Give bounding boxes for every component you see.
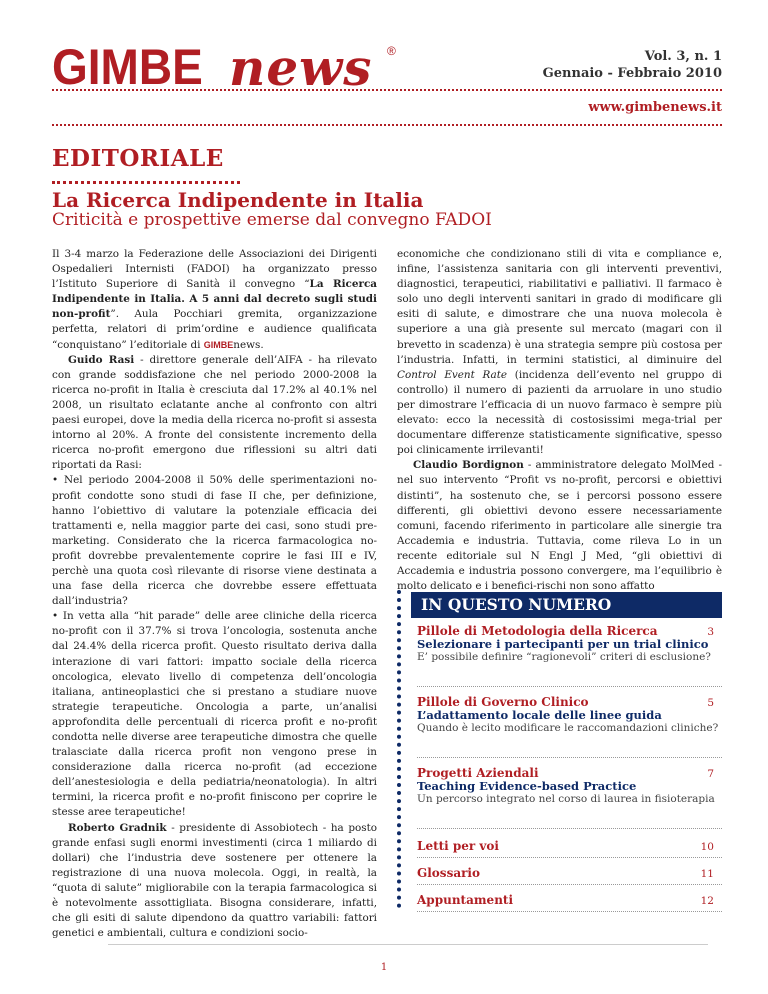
logo-main-text: GIMBE xyxy=(52,39,203,95)
masthead xyxy=(52,30,722,97)
paragraph-bullet-2: • In vetta alla “hit parade” delle aree cliniche della ricerca no-profit con il 37.7% si trova l’oncologia, sostenuta anche dal 24.4% della ricerca profit. Questo risultato deriva dalla interazione di vari fattori: impatto sociale della ricerca oncologica, elevato livello di competenza dell’oncologia italiana, antineoplastici che si prestano a studiare nuove strategie terapeutiche. Oncologia a parte, un’analisi approfondita delle percentuali di ricerca profit e no-profit condotta nelle diverse aree terapeutiche dimostra che quelle tralasciate dalla ricerca profit non vengono prese in considerazione dalla ricerca no-profit (ad eccezione dell’anestesiologia e della pediatria/neonatologia). In altri termini, la ricerca profit e no-profit finiscono per coprire le stesse aree terapeutiche! xyxy=(52,610,377,819)
contents-header: IN QUESTO NUMERO xyxy=(411,592,722,618)
text-run: - presidente di Assobiotech - ha posto grande enfasi sugli enormi investimenti (circa 1 miliardo di dollari) che l’industria deve sostenere per ottenere la registrazione di una nuova molecola. Oggi, in realtà, la “quota di salute” migliorabile con la terapia farmacologica si è notevolmente assottigliata. Bisogna considerare, infatti, che gli esiti di salute dipendono da quattro variabili: fattori genetici e ambientali, cultura e condizioni socio- xyxy=(52,821,378,940)
issue-info xyxy=(543,48,722,82)
text-run: news. xyxy=(233,338,264,351)
paragraph-gradnik xyxy=(52,821,377,942)
contents-item-section: Pillole di Governo Clinico xyxy=(417,695,589,709)
contents-item-section: Appuntamenti xyxy=(417,893,514,907)
contents-item[interactable] xyxy=(417,766,722,829)
italic-term: Control Event Rate xyxy=(397,368,508,381)
issue-volume: Vol. 3, n. 1 xyxy=(644,49,722,64)
section-title: EDITORIALE xyxy=(52,145,224,172)
text-run: Il 3-4 marzo la Federazione delle Associazioni dei Dirigenti Ospedalieri Internisti (FADOI) ha organizzato presso l’Istituto Superiore di Sanità il convegno “ xyxy=(52,248,377,291)
header-rule-top xyxy=(52,89,722,91)
contents-dotted-border xyxy=(397,590,401,908)
speaker-name: Claudio Bordignon xyxy=(413,459,524,472)
contents-box xyxy=(397,590,722,908)
contents-item-section: Letti per voi xyxy=(417,839,499,853)
issue-date: Gennaio - Febbraio 2010 xyxy=(542,66,722,81)
text-run: - direttore generale dell’AIFA - ha rilevato con grande soddisfazione che nel periodo 2000-2008 la ricerca no-profit in Italia è cresciuta dal 17.2% al 40.1% nel 2008, un risultato eclatante anche al confronto con altri paesi europei, dove la media della ricerca no-profit si assesta intorno al 20%. A fronte del consistente incremento della ricerca no-profit emergono due riflessioni su altri dati riportati da Rasi: xyxy=(52,353,377,472)
speaker-name: Roberto Gradnik xyxy=(68,821,167,834)
gimbe-mark: GIMBE xyxy=(203,339,234,350)
text-run: (incidenza dell’evento nel gruppo di controllo) il numero di pazienti da arruolare in uno studio per dimostrare l’efficacia di un nuovo farmaco è sempre più elevato: ecco la necessità di costosissimi mega-trial per documentare differenze statisticamente significative, spesso poi clinicamente irrilevanti! xyxy=(397,368,723,457)
speaker-name: Guido Rasi xyxy=(68,353,135,366)
paragraph-bullet-1: • Nel periodo 2004-2008 il 50% delle sperimentazioni no-profit condotte sono studi di fase II che, per definizione, hanno l’obiettivo di valutare la potenziale efficacia dei trattamenti e, nella maggior parte dei casi, sono studi pre-marketing. Considerato che la ricerca farmacologica no-profit dovrebbe prevalentemente coprire le fasi III e IV, perchè una quota così rilevante di risorse viene destinata a una fase della ricerca che dovrebbe essere effettuata dall’industria? xyxy=(52,474,377,608)
article-left-column xyxy=(52,247,377,941)
contents-item-page: 3 xyxy=(707,626,714,638)
text-run: - amministratore delegato MolMed - nel suo intervento “Profit vs no-profit, percorsi e obiettivi distinti”, ha sostenuto che, se i percorsi possono essere differenti, gli obiettivi devono essere necessariamente comuni, facendo riferimento in particolare alle sinergie tra Accademia e industria. Tuttavia, come rileva Lo in un recente editoriale sul N Engl J Med, “gli obiettivi di Accademia e industria possono convergere, ma l’equilibrio è molto delicato e i benefici-rischi non sono affatto xyxy=(397,459,722,593)
contents-item-section: Progetti Aziendali xyxy=(417,766,539,780)
paragraph-rasi xyxy=(52,353,377,474)
contents-item[interactable] xyxy=(417,866,722,885)
contents-item-page: 11 xyxy=(700,868,714,880)
contents-item-page: 10 xyxy=(700,841,714,853)
contents-item-section: Pillole di Metodologia della Ricerca xyxy=(417,624,658,638)
footer-rule xyxy=(108,944,708,945)
contents-item[interactable] xyxy=(417,695,722,758)
contents-item-desc: E’ possibile definire “ragionevoli” criteri di esclusione? xyxy=(417,651,711,663)
header-rule-bottom xyxy=(52,124,722,126)
contents-item-page: 7 xyxy=(707,768,714,780)
contents-item-title: L’adattamento locale delle linee guida xyxy=(417,708,662,722)
contents-item-page: 12 xyxy=(700,895,714,907)
contents-list xyxy=(417,624,722,912)
page-number: 1 xyxy=(380,962,388,973)
contents-item-title: Selezionare i partecipanti per un trial clinico xyxy=(417,637,709,651)
website-link[interactable]: www.gimbenews.it xyxy=(588,100,722,115)
contents-item[interactable] xyxy=(417,624,722,687)
contents-item[interactable] xyxy=(417,839,722,858)
text-run: economiche che condizionano stili di vita e compliance e, infine, l’assistenza sanitaria con gli interventi preventivi, diagnostici, terapeutici, riabilitativi e palliativi. Il farmaco è solo uno degli interventi sanitari in grado di modificare gli esiti di salute, e dimostrare che una nuova molecola è superiore a una già presente sul mercato (magari con il brevetto in scadenza) è una strategia sempre più costosa per l’industria. Infatti, in termini statistici, al diminuire del xyxy=(397,248,722,366)
article-title: La Ricerca Indipendente in Italia xyxy=(52,188,424,212)
article-right-column xyxy=(397,247,722,594)
contents-item-title: Teaching Evidence-based Practice xyxy=(417,779,637,793)
registered-mark: ® xyxy=(387,44,396,58)
contents-item[interactable] xyxy=(417,893,722,912)
article-subtitle: Criticità e prospettive emerse dal convegno FADOI xyxy=(52,210,492,230)
gimbenews-logo xyxy=(52,38,396,97)
logo-script-text: news xyxy=(229,38,373,97)
conference-title: La Ricerca Indipendente in Italia. A 5 anni dal decreto sugli studi non-profit xyxy=(52,278,377,321)
paragraph-continued xyxy=(397,247,722,458)
section-underline xyxy=(52,181,240,184)
contents-item-page: 5 xyxy=(707,697,714,709)
paragraph-bordignon xyxy=(397,458,722,594)
paragraph-intro xyxy=(52,247,377,353)
contents-item-section: Glossario xyxy=(417,866,480,880)
contents-item-desc: Un percorso integrato nel corso di laurea in fisioterapia xyxy=(417,793,715,805)
contents-item-desc: Quando è lecito modificare le raccomandazioni cliniche? xyxy=(417,722,719,734)
text-run: ”. Aula Pocchiari gremita, organizzazione perfetta, relatori di prim’ordine e audience qualificata “conquistano” l’editoriale di xyxy=(52,308,377,351)
